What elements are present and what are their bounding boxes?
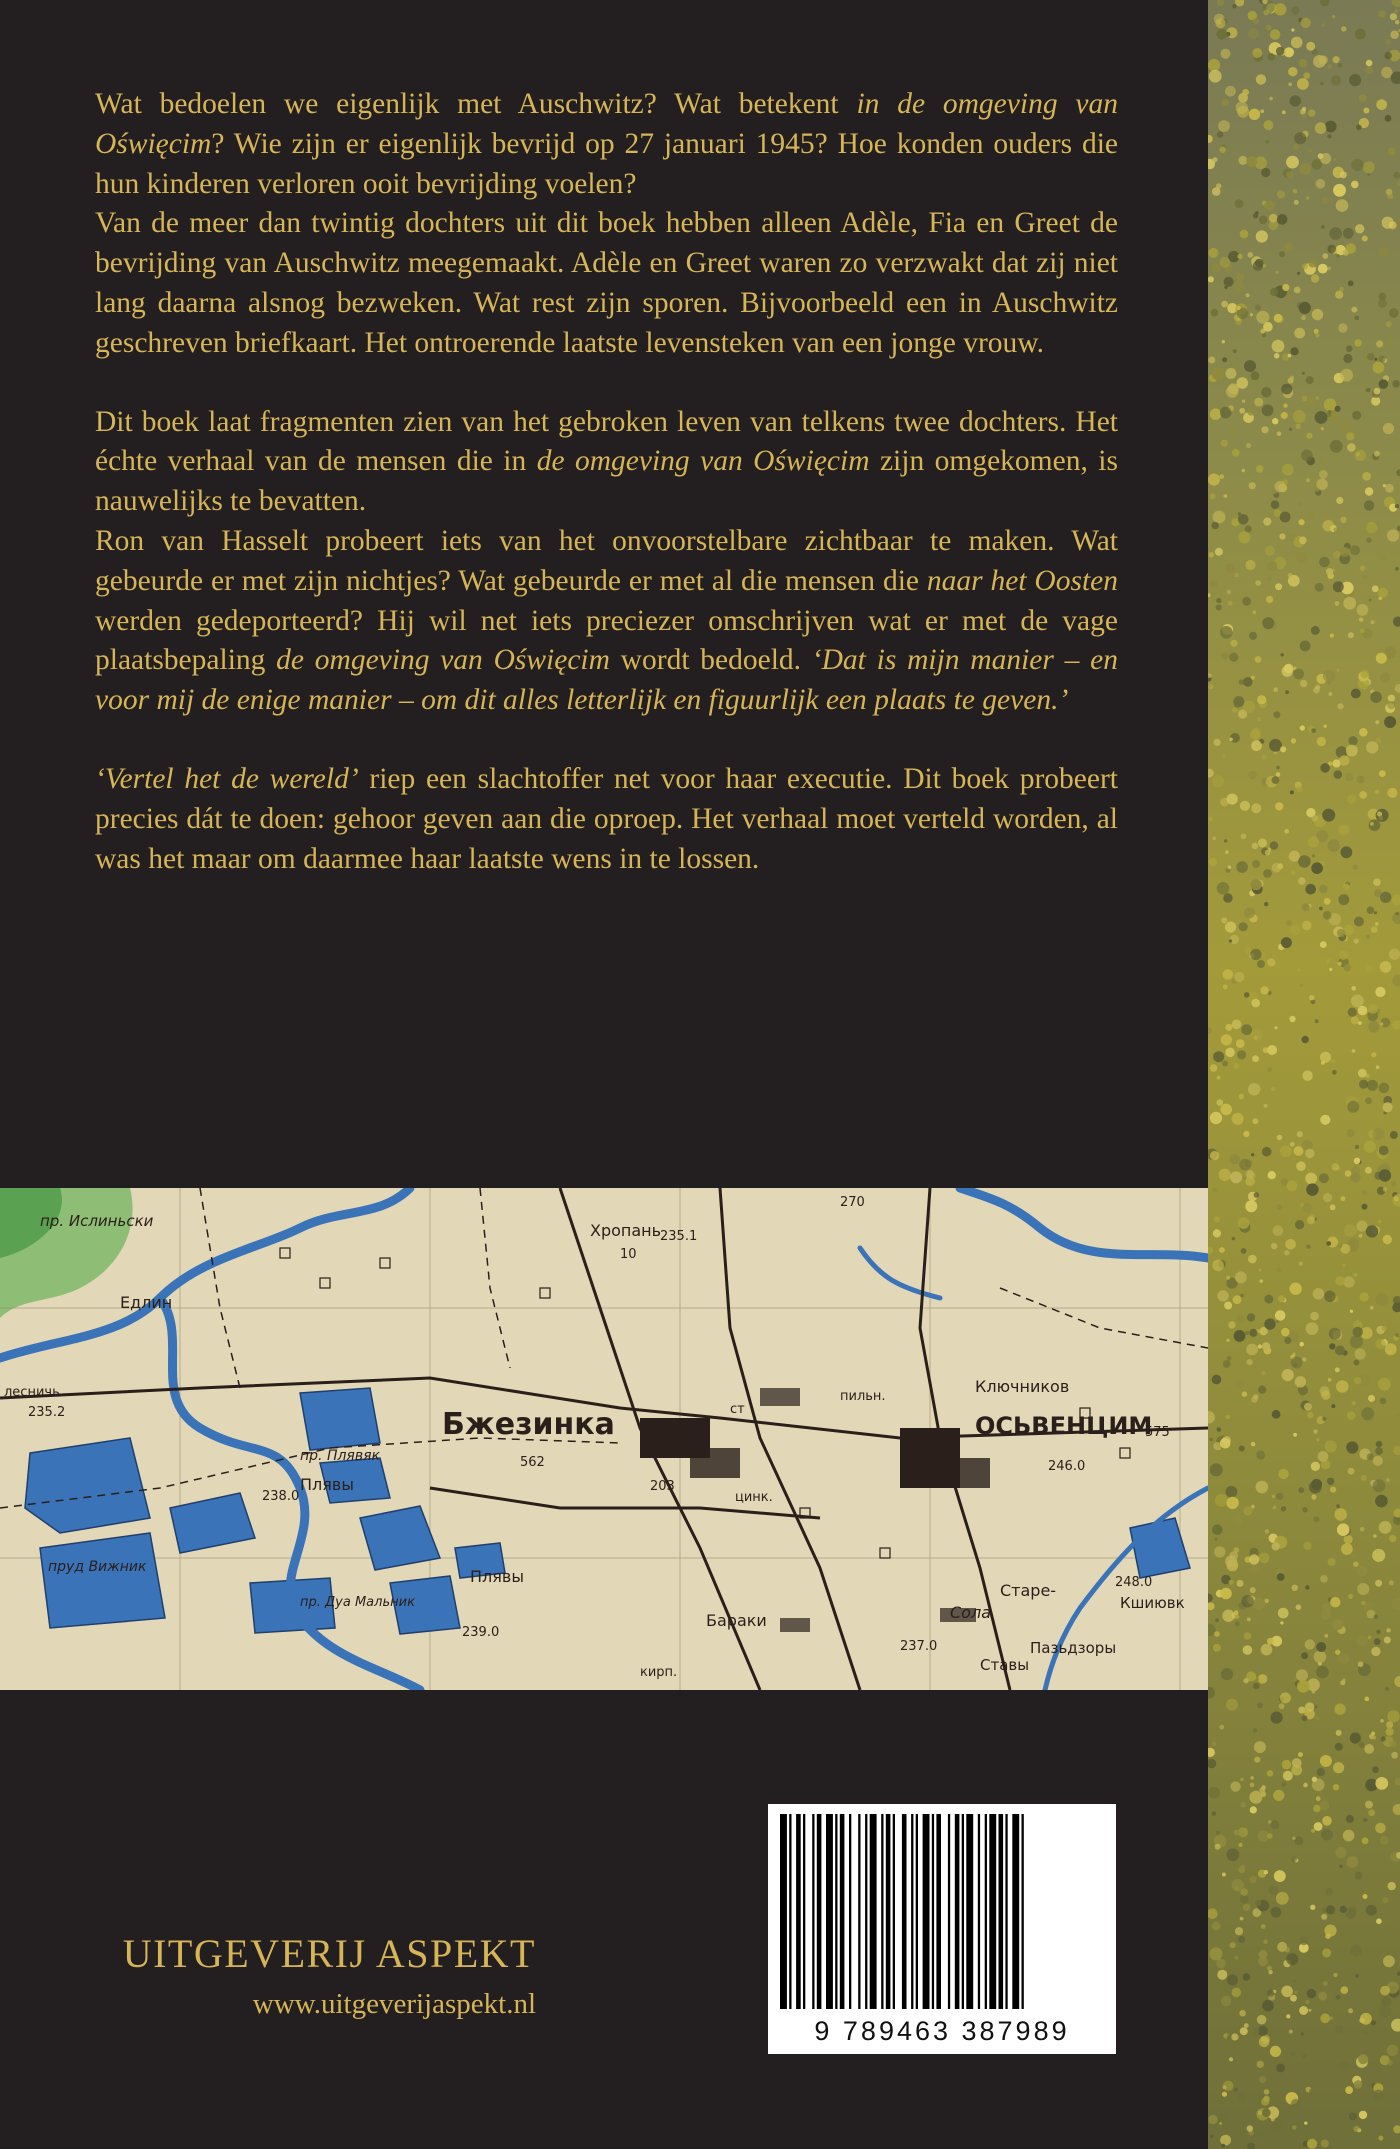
barcode-bar <box>840 1814 845 2009</box>
barcode-bar <box>826 1814 833 2009</box>
blurb-italic-run: de omgeving van Oświęcim <box>536 445 870 478</box>
barcode-bar <box>989 1814 996 2009</box>
map-number: 248.0 <box>1115 1575 1153 1590</box>
map-number: 562 <box>520 1455 545 1470</box>
barcode-bar <box>1022 1814 1024 2009</box>
blurb-paragraph-5 <box>95 760 1118 879</box>
blurb-paragraph-3 <box>95 403 1118 522</box>
historical-map-oswiecim <box>0 1188 1208 1690</box>
map-label-plyavy-2: Плявы <box>470 1567 524 1586</box>
map-label-kshiyuvka: Кшиювк <box>1120 1594 1185 1612</box>
map-label-st: ст <box>730 1402 745 1417</box>
map-number: 575 <box>1145 1425 1170 1440</box>
map-number: 238.0 <box>262 1489 300 1504</box>
barcode-bar <box>911 1814 913 2009</box>
barcode-bar <box>835 1814 837 2009</box>
map-label-stavy: Ставы <box>980 1656 1030 1674</box>
map-number: 270 <box>840 1195 865 1210</box>
map-label-stare: Старе- <box>1000 1581 1057 1600</box>
barcode-bar <box>865 1814 867 2009</box>
barcode-bar <box>916 1814 918 2009</box>
blurb-text-run: wordt bedoeld. <box>609 644 812 677</box>
map-number: 246.0 <box>1048 1459 1086 1474</box>
barcode-bar <box>902 1814 907 2009</box>
barcode-bar <box>948 1814 950 2009</box>
map-label-brzezinka: Бжезинка <box>442 1407 615 1442</box>
blurb-text-run: zijn omgekomen, is nauwelijks te bevatten. <box>95 445 1118 518</box>
barcode-bar <box>893 1814 895 2009</box>
map-number: 10 <box>620 1247 637 1262</box>
barcode-bar <box>955 1814 960 2009</box>
map-label-pazdzory: Пaзьдзоры <box>1030 1639 1117 1657</box>
barcode-bar <box>966 1814 973 2009</box>
blurb-text-run: Wat bedoelen we eigenlijk met Auschwitz? Wat betekent <box>95 88 857 120</box>
map-label-pilny: пильн. <box>840 1389 886 1404</box>
barcode-bar <box>923 1814 930 2009</box>
barcode-bar <box>932 1814 934 2009</box>
map-label-baraki: Бараки <box>706 1611 767 1630</box>
blurb-italic-run: de omgeving van Oświęcim <box>276 644 610 677</box>
barcode-bar <box>849 1814 851 2009</box>
blurb-paragraph-1 <box>95 85 1118 204</box>
map-label-kirp: кирп. <box>640 1665 678 1680</box>
barcode-bar <box>936 1814 941 2009</box>
map-label-sola: Сола <box>950 1603 991 1622</box>
map-label-dua-malnik: пр. Дуа Мальник <box>300 1595 415 1610</box>
blurb-text-run: riep een slachtoffer net voor haar executie. Dit boek probeert precies dát te doen: gehoor geven aan die oproep. Het verhaal moet verteld worden, al was het maar om daarmee haar laatste wens in te lossen. <box>95 762 1118 875</box>
blurb-paragraph-2 <box>95 204 1118 363</box>
isbn-barcode <box>768 1804 1116 2054</box>
publisher-name: UITGEVERIJ ASPEKT <box>122 1931 536 1976</box>
barcode-bar <box>780 1814 787 2009</box>
barcode-bar <box>1005 1814 1007 2009</box>
barcode-bar <box>858 1814 860 2009</box>
barcode-bar <box>796 1814 801 2009</box>
barcode-bar <box>999 1814 1004 2009</box>
publisher-block <box>123 1930 536 2024</box>
blurb-italic-run: ‘Vertel het de wereld’ <box>95 762 359 795</box>
map-number: 203 <box>650 1479 675 1494</box>
barcode-bar <box>886 1814 891 2009</box>
blurb-text-run: Ron van Hasselt probeert iets van het onvoorstelbare zichtbaar te maken. Wat gebeurde er met zijn nichtjes? Wat gebeurde er met al die mensen die <box>95 524 1118 597</box>
blurb-italic-run: in de omgeving van Oświęcim <box>95 88 1118 160</box>
blurb-text-run: ? Wie zijn er eigenlijk bevrijd op 27 januari 1945? Hoe konden ouders die hun kinderen verloren ooit bevrijding voelen? <box>95 127 1118 200</box>
barcode-bar <box>881 1814 883 2009</box>
map-label-plyavy: Плявы <box>300 1475 354 1494</box>
barcode-bar <box>803 1814 805 2009</box>
map-label-edlin: Едлин <box>120 1293 173 1312</box>
blurb-text-run: werden gedeporteerd? Hij wil net iets preciezer omschrijven wat er met de vage plaatsbepaling <box>95 604 1118 677</box>
map-number: 235.1 <box>660 1229 698 1244</box>
publisher-url: www.uitgeverijaspekt.nl <box>252 1988 536 2020</box>
isbn-number: 9 789463 387989 <box>814 2016 1070 2046</box>
blurb-text-run: Dit boek laat fragmenten zien van het gebroken leven van telkens twee dochters. Het échte verhaal van de mensen die in <box>95 405 1118 478</box>
map-label-islinski: пр. Ислиньски <box>40 1212 154 1230</box>
barcode-bar <box>817 1814 822 2009</box>
blurb-italic-run: naar het Oosten <box>926 564 1118 597</box>
barcode-bar <box>962 1814 964 2009</box>
map-number: 237.0 <box>900 1639 938 1654</box>
barcode-bar <box>870 1814 877 2009</box>
barcode-bar <box>1012 1814 1019 2009</box>
blurb-italic-run: ‘Dat is mijn manier – en voor mij de enige manier – om dit alles letterlijk en figuurlijk een plaats te geven.’ <box>95 644 1118 717</box>
barcode-bar <box>978 1814 980 2009</box>
map-label-vizhnik: пруд Вижник <box>48 1559 147 1575</box>
barcode-bar <box>789 1814 791 2009</box>
blurb-text-run: Van de meer dan twintig dochters uit dit boek hebben alleen Adèle, Fia en Greet de bevrijding van Auschwitz meegemaakt. Adèle en Greet waren zo verzwakt dat zij niet lang daarna alsnog bezweken. Wat rest zijn sporen. Bijvoorbeeld een in Auschwitz geschreven briefkaart. Het ontroerende laatste levensteken van een jonge vrouw. <box>95 207 1118 359</box>
cover-blurb <box>95 85 1118 879</box>
blurb-paragraph-4 <box>95 522 1118 721</box>
map-label-lesnich: лесничь <box>4 1385 60 1400</box>
map-number: 239.0 <box>462 1625 500 1640</box>
barcode-bars <box>768 1804 1116 2016</box>
barcode-bar <box>812 1814 814 2009</box>
map-label-khropan: Хропань <box>590 1221 662 1240</box>
photo-strip-water-plants <box>1208 0 1400 2149</box>
map-label-oswiecim: ОСЬВЕНЦИМ <box>975 1412 1153 1440</box>
map-label-klyuchnikov: Ключников <box>975 1377 1070 1396</box>
map-label-tsink: цинк. <box>735 1490 773 1505</box>
map-label-plyavyak: пр. Плявяк <box>300 1448 380 1464</box>
map-number: 235.2 <box>28 1405 66 1420</box>
barcode-bar <box>985 1814 987 2009</box>
